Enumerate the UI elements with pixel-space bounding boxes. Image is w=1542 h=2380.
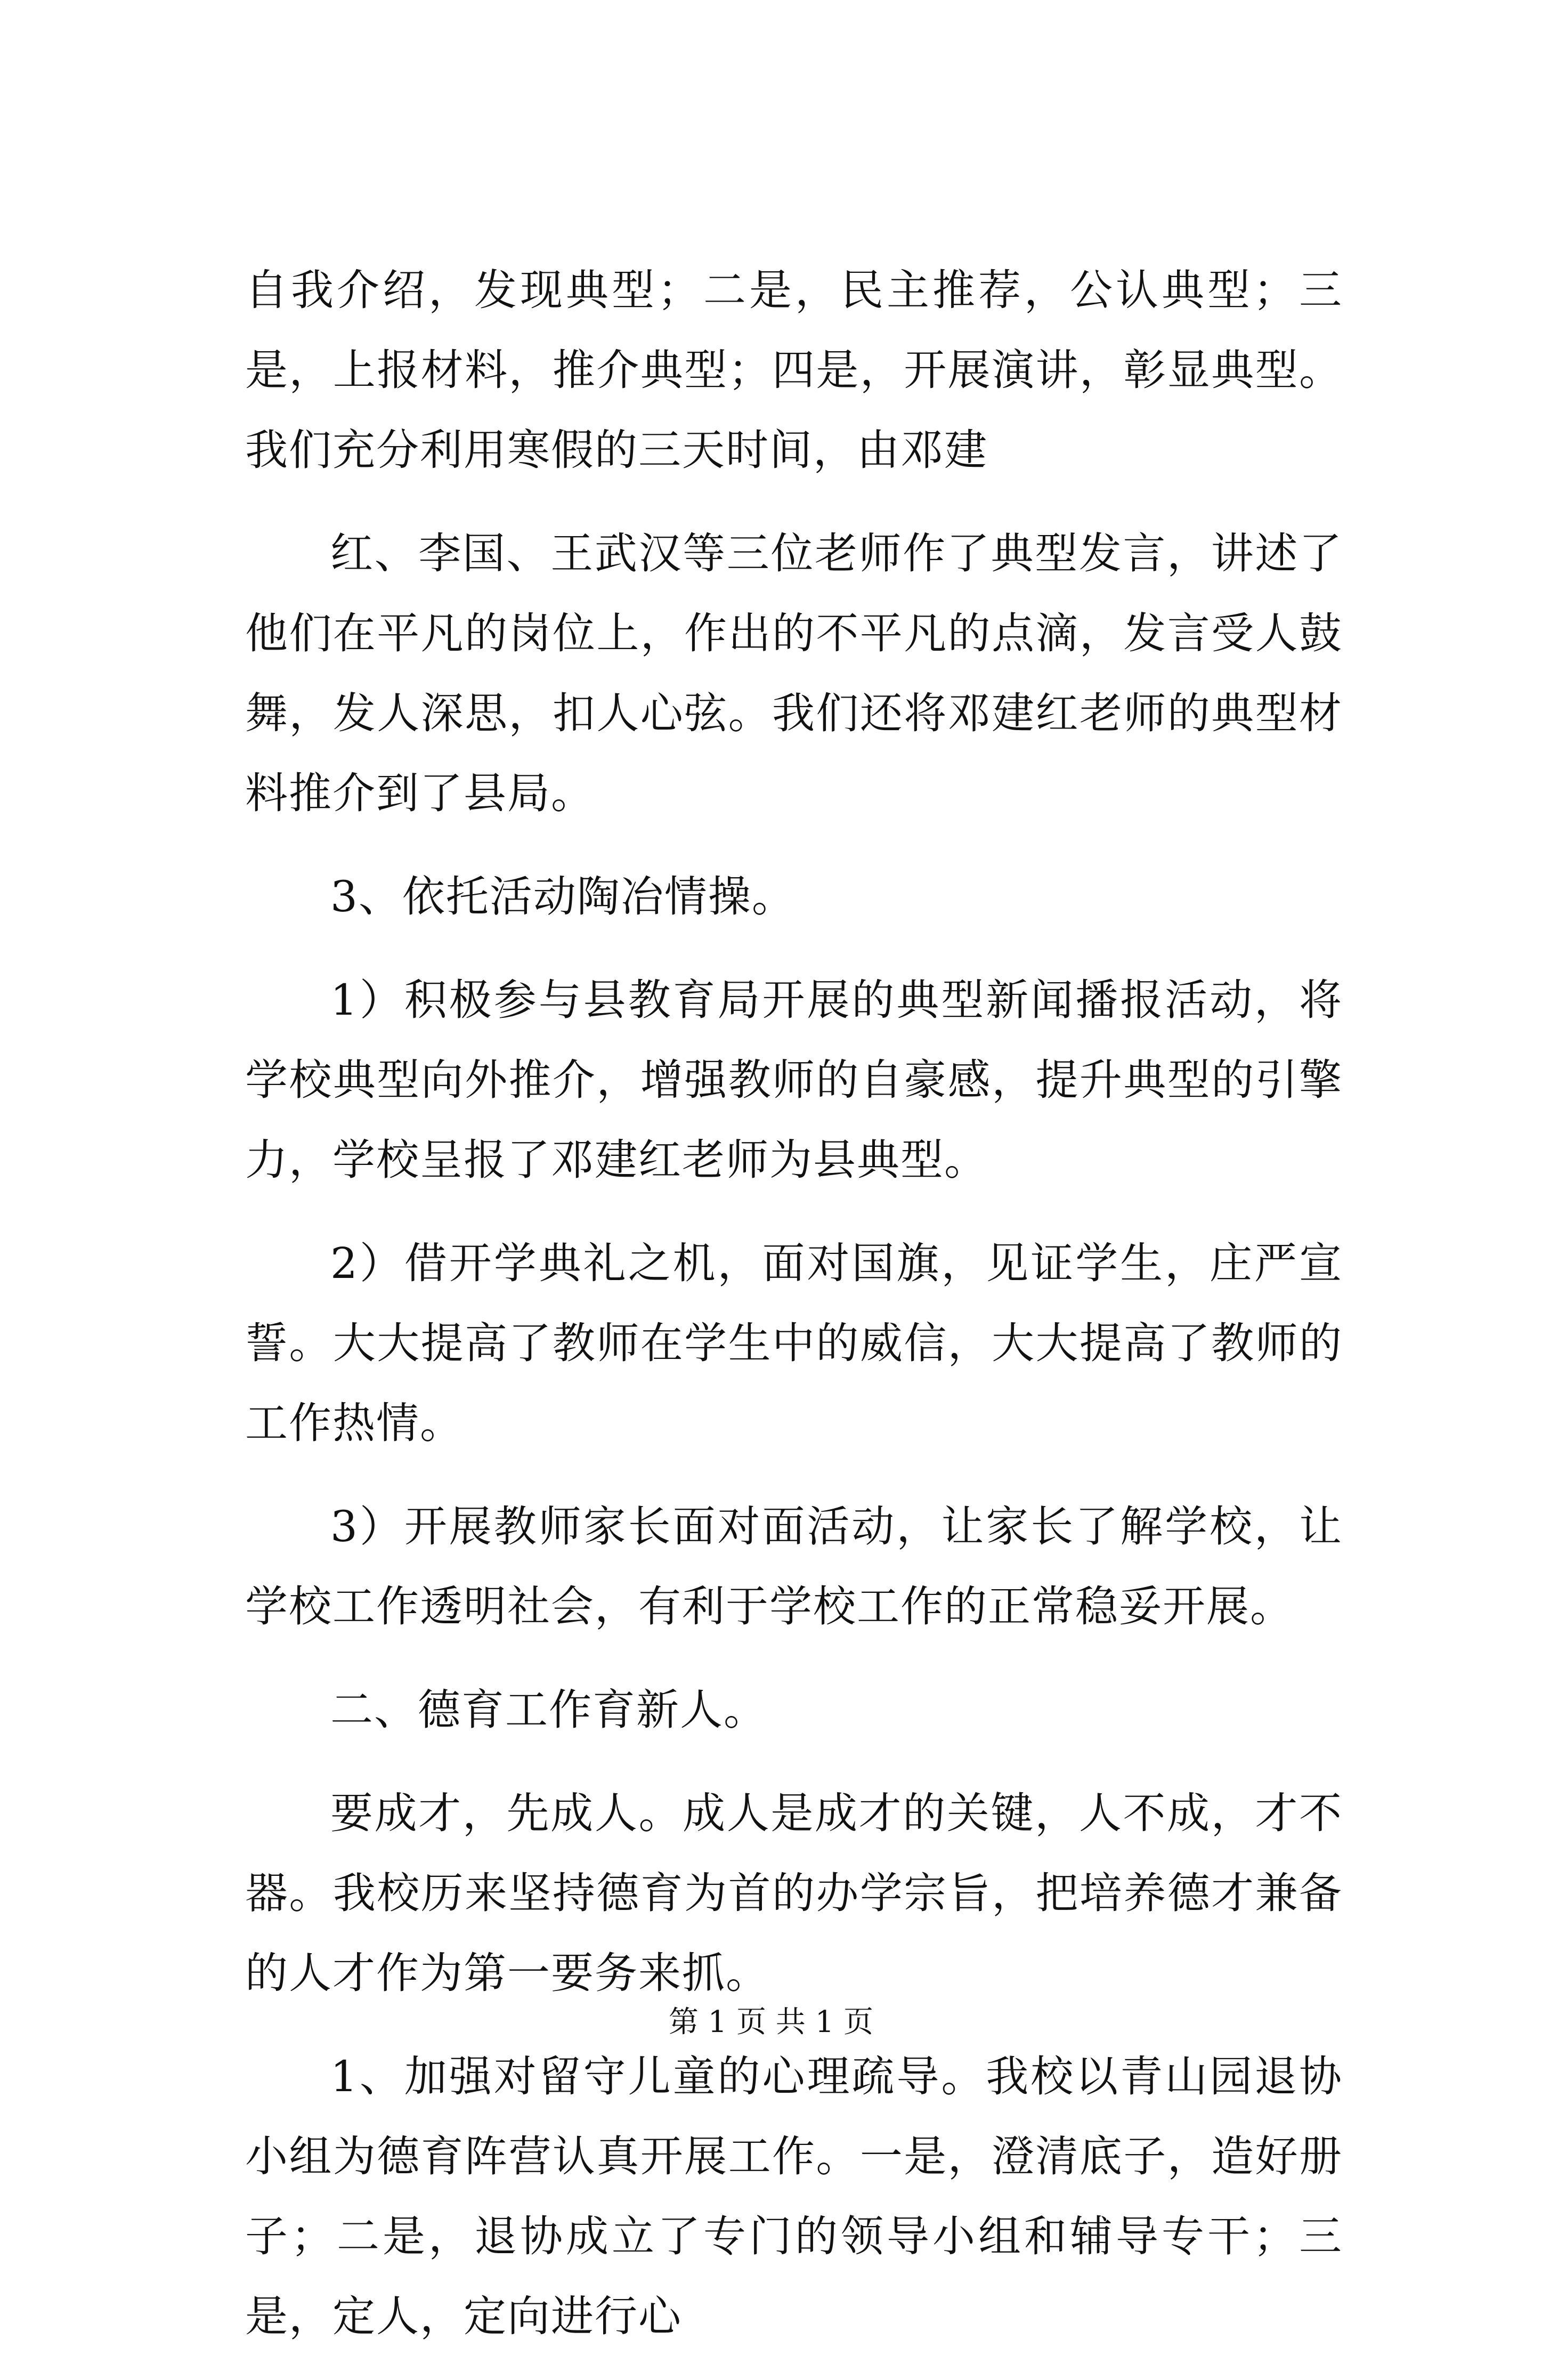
page-footer: 第 1 页 共 1 页	[668, 2005, 874, 2039]
paragraph-8: 要成才，先成人。成人是成才的关键，人不成，才不器。我校历来坚持德育为首的办学宗旨，把培养德才兼备的人才作为第一要务来抓。	[245, 1788, 1343, 1998]
document-body	[245, 250, 1343, 2380]
paragraph-3-heading: 3、依托活动陶冶情操。	[330, 872, 796, 921]
paragraph-1: 自我介绍，发现典型；二是，民主推荐，公认典型；三是，上报材料，推介典型；四是，开展演讲，彰显典型。我们充分利用寒假的三天时间，由邓建	[245, 265, 1343, 475]
paragraph-4: 1）积极参与县教育局开展的典型新闻播报活动，将学校典型向外推介，增强教师的自豪感，提升典型的引擎力，学校呈报了邓建红老师为县典型。	[245, 975, 1343, 1185]
section-heading: 二、德育工作育新人。	[330, 1685, 767, 1735]
paragraph-2: 红、李国、王武汉等三位老师作了典型发言，讲述了他们在平凡的岗位上，作出的不平凡的点滴，发言受人鼓舞，发人深思，扣人心弦。我们还将邓建红老师的典型材料推介到了县局。	[245, 529, 1343, 818]
paragraph-6: 3）开展教师家长面对面活动，让家长了解学校，让学校工作透明社会，有利于学校工作的正常稳妥开展。	[245, 1502, 1343, 1631]
paragraph-5: 2）借开学典礼之机，面对国旗，见证学生，庄严宣誓。大大提高了教师在学生中的威信，大大提高了教师的工作热情。	[245, 1238, 1343, 1448]
paragraph-9: 1、加强对留守儿童的心理疏导。我校以青山园退协小组为德育阵营认真开展工作。一是，澄清底子，造好册子；二是，退协成立了专门的领导小组和辅导专干；三是，定人，定向进行心	[245, 2052, 1343, 2341]
